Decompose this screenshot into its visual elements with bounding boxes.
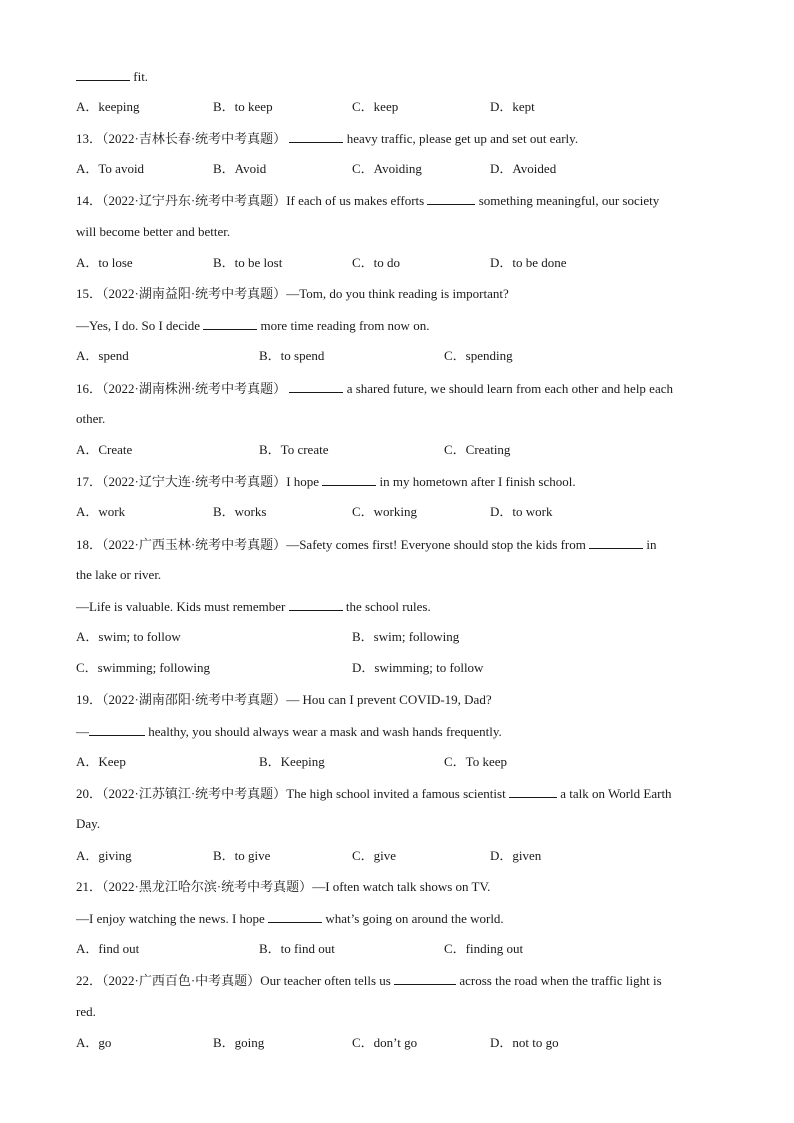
answer-blank: [509, 785, 557, 798]
option-a: A．keeping: [76, 99, 140, 114]
q14-stem: 14．（2022·辽宁丹东·统考中考真题）If each of us makes efforts something meaningful, our society: [76, 193, 660, 208]
answer-blank: [289, 598, 343, 611]
answer-blank: [268, 910, 322, 923]
q17-options: [76, 504, 736, 520]
option-b: B．Avoid: [213, 161, 267, 176]
q13-stem: 13．（2022·吉林长春·统考中考真题） heavy traffic, please get up and set out early.: [76, 131, 579, 146]
option-b: B．works: [213, 504, 267, 519]
option-c: C．Avoiding: [352, 161, 422, 176]
q18-stem: 18．（2022·广西玉林·统考中考真题）—Safety comes first! Everyone should stop the kids from in: [76, 537, 657, 552]
option-c: C．working: [352, 504, 418, 519]
q18-options-row1: [76, 629, 736, 645]
q20-options: [76, 848, 736, 864]
option-d: D．not to go: [490, 1035, 559, 1050]
answer-blank: [427, 192, 475, 205]
q13-options: [76, 161, 736, 177]
option-d: D．given: [490, 848, 542, 863]
option-b: B．to give: [213, 848, 271, 863]
q12-options: [76, 99, 736, 115]
answer-blank: [289, 380, 343, 393]
q16-options: [76, 442, 736, 458]
q21-options: [76, 941, 736, 957]
option-d: D．to work: [490, 504, 553, 519]
answer-blank: [394, 972, 456, 985]
option-b: B．to keep: [213, 99, 273, 114]
option-a: A．find out: [76, 941, 140, 956]
q17-stem: 17．（2022·辽宁大连·统考中考真题）I hope in my hometown after I finish school.: [76, 474, 576, 489]
q20-stem: 20．（2022·江苏镇江·统考中考真题）The high school invited a famous scientist a talk on World Earth: [76, 786, 672, 801]
option-c: C．finding out: [444, 941, 524, 956]
q18-stem-cont: the lake or river.: [76, 567, 162, 582]
option-c: C．give: [352, 848, 397, 863]
option-d: D．swimming; to follow: [352, 660, 484, 675]
answer-blank: [289, 130, 343, 143]
option-c: C．don’t go: [352, 1035, 418, 1050]
answer-blank: [76, 68, 130, 81]
q21-stem-reply: —I enjoy watching the news. I hope what’s going on around the world.: [76, 911, 504, 926]
q19-stem-reply: — healthy, you should always wear a mask and wash hands frequently.: [76, 724, 502, 739]
option-c: C．swimming; following: [76, 660, 210, 675]
option-a: A．Create: [76, 442, 133, 457]
option-d: D．Avoided: [490, 161, 557, 176]
answer-blank: [589, 536, 643, 549]
answer-blank: [203, 317, 257, 330]
q22-stem-cont: red.: [76, 1004, 96, 1019]
q18-options-row2: [76, 660, 736, 676]
q15-stem-reply: —Yes, I do. So I decide more time reading from now on.: [76, 318, 430, 333]
option-a: A．work: [76, 504, 126, 519]
option-b: B．swim; following: [352, 629, 460, 644]
option-a: A．Keep: [76, 754, 126, 769]
option-b: B．to spend: [259, 348, 325, 363]
option-a: A．To avoid: [76, 161, 145, 176]
option-c: C．To keep: [444, 754, 507, 769]
q16-stem-cont: other.: [76, 411, 106, 426]
option-c: C．Creating: [444, 442, 511, 457]
option-c: C．keep: [352, 99, 399, 114]
option-a: A．swim; to follow: [76, 629, 181, 644]
option-d: D．kept: [490, 99, 535, 114]
option-a: A．spend: [76, 348, 129, 363]
answer-blank: [322, 473, 376, 486]
q15-stem: 15．（2022·湖南益阳·统考中考真题）—Tom, do you think reading is important?: [76, 286, 509, 301]
option-b: B．to be lost: [213, 255, 283, 270]
option-a: A．go: [76, 1035, 112, 1050]
q18-stem-reply: —Life is valuable. Kids must remember the school rules.: [76, 599, 431, 614]
option-a: A．to lose: [76, 255, 133, 270]
option-b: B．Keeping: [259, 754, 325, 769]
option-a: A．giving: [76, 848, 132, 863]
q20-stem-cont: Day.: [76, 816, 101, 831]
option-b: B．going: [213, 1035, 265, 1050]
q12-stem-tail: fit.: [76, 68, 148, 85]
q16-stem: 16．（2022·湖南株洲·统考中考真题） a shared future, we should learn from each other and help each: [76, 381, 673, 396]
answer-blank: [89, 723, 145, 736]
q19-options: [76, 754, 736, 770]
q22-stem: 22．（2022·广西百色·中考真题）Our teacher often tells us across the road when the traffic light is: [76, 973, 662, 988]
q19-stem: 19．（2022·湖南邵阳·统考中考真题）— Hou can I prevent COVID-19, Dad?: [76, 692, 492, 707]
q22-options: [76, 1035, 736, 1051]
q21-stem: 21．（2022·黑龙江哈尔滨·统考中考真题）—I often watch talk shows on TV.: [76, 879, 491, 894]
option-d: D．to be done: [490, 255, 567, 270]
q14-stem-cont: will become better and better.: [76, 224, 231, 239]
option-c: C．to do: [352, 255, 401, 270]
option-c: C．spending: [444, 348, 513, 363]
q15-options: [76, 348, 736, 364]
option-b: B．To create: [259, 442, 329, 457]
q14-options: [76, 255, 736, 271]
option-b: B．to find out: [259, 941, 335, 956]
